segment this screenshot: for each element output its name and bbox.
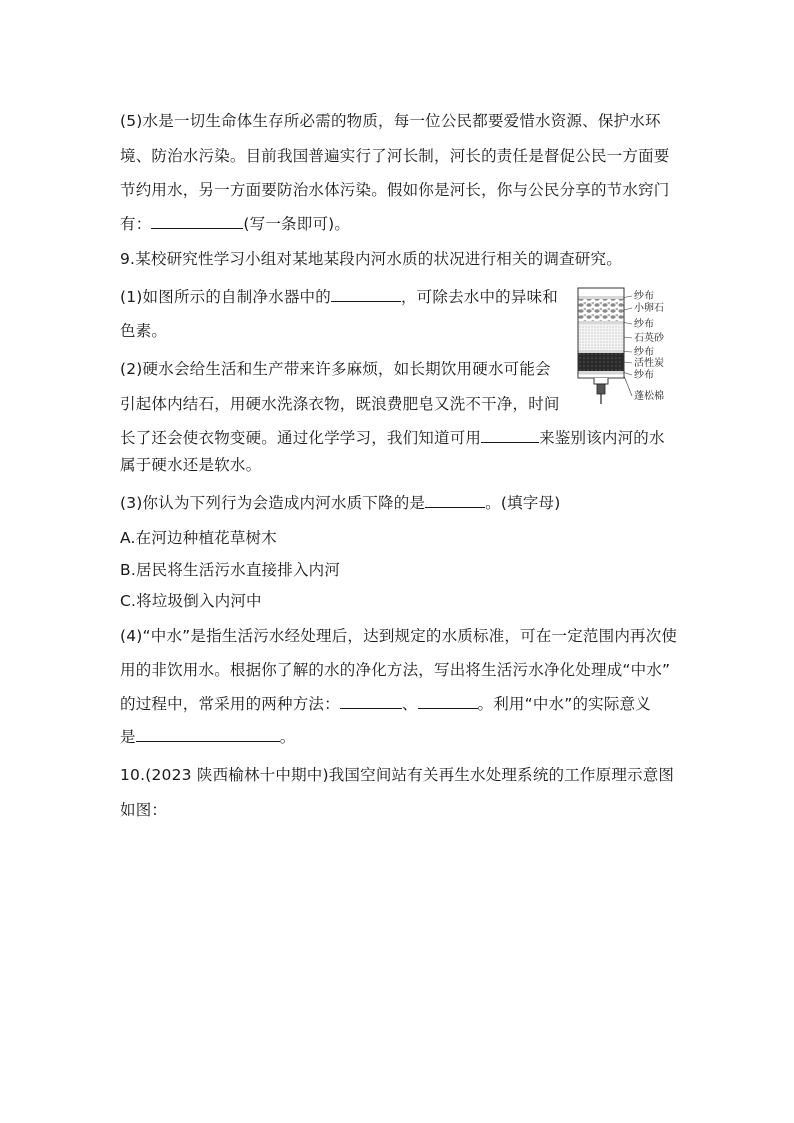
label-cotton: 蓬松棉	[634, 391, 664, 402]
q9-part4-line-3-suffix: 。利用“中水”的实际意义	[477, 695, 651, 713]
answer-blank-water-saving-tip[interactable]	[151, 214, 243, 229]
label-pebbles: 小卵石	[634, 303, 664, 314]
label-activated-carbon: 活性炭	[634, 358, 664, 369]
q9-part1-suffix: ，可除去水中的异味和	[400, 288, 558, 306]
activated-carbon-layer	[579, 353, 624, 371]
part5-line-4-suffix: (写一条即可)。	[243, 215, 351, 233]
pebble-layer	[579, 299, 624, 321]
outlet-plug	[597, 384, 605, 394]
label-gauze-2: 纱布	[634, 319, 654, 330]
quartz-sand-layer	[579, 324, 624, 350]
q9-part4-line-3-sep: 、	[401, 695, 418, 713]
label-leader-lines	[624, 296, 632, 396]
part5-line-4	[120, 214, 350, 234]
part5-line-1: (5)水是一切生命体生存所必需的物质，每一位公民都要爱惜水资源、保护水环	[120, 112, 661, 130]
gauze-layer-3	[579, 350, 624, 353]
q9-part4-line-4-suffix: 。	[279, 728, 296, 746]
q9-part4-line-3-prefix: 的过程中，常采用的两种方法：	[120, 695, 340, 713]
q9-part2-line-1: (2)硬水会给生活和生产带来许多麻烦，如长期饮用硬水可能会	[120, 360, 551, 378]
gauze-layer-1	[579, 296, 624, 299]
q9-part3-prefix: (3)你认为下列行为会造成内河水质下降的是	[120, 494, 426, 512]
q9-part1-prefix: (1)如图所示的自制净水器中的	[120, 288, 331, 306]
part5-line-3: 节约用水，另一方面要防治水体污染。假如你是河长，你与公民分享的节水窍门	[120, 181, 670, 199]
q9-part4-line-4	[120, 727, 295, 747]
q9-option-b: B.居民将生活污水直接排入内河	[120, 561, 341, 579]
q10-line-2: 如图：	[120, 801, 168, 819]
answer-blank-filter-layer[interactable]	[331, 287, 401, 302]
gauze-layer-2	[579, 321, 624, 324]
q9-part2-line-3-prefix: 长了还会使衣物变硬。通过化学学习，我们知道可用	[120, 429, 482, 447]
answer-blank-method-1[interactable]	[340, 694, 402, 709]
cotton-layer	[579, 374, 624, 378]
q9-part4-line-1: (4)“中水”是指生活污水经处理后，达到规定的水质标准，可在一定范围内再次使	[120, 627, 678, 645]
q9-option-a: A.在河边种植花草树木	[120, 529, 277, 547]
water-filter-diagram	[570, 284, 690, 414]
answer-blank-method-2[interactable]	[418, 694, 478, 709]
part5-line-4-prefix: 有：	[120, 215, 152, 233]
q9-part2-line-3	[120, 428, 665, 448]
answer-blank-significance[interactable]	[136, 727, 280, 742]
label-gauze-3: 纱布	[634, 347, 654, 358]
q9-part4-line-4-prefix: 是	[120, 728, 136, 746]
outlet-neck	[594, 378, 608, 384]
gauze-layer-4	[579, 371, 624, 374]
q9-part2-line-4: 属于硬水还是软水。	[120, 456, 262, 474]
label-gauze-1: 纱布	[634, 291, 654, 302]
q9-intro: 9.某校研究性学习小组对某地某段内河水质的状况进行相关的调查研究。	[120, 250, 622, 268]
q9-part2-line-3-suffix: 来鉴别该内河的水	[539, 429, 665, 447]
q9-part2-line-2: 引起体内结石，用硬水洗涤衣物，既浪费肥皂又洗不干净，时间	[120, 395, 560, 413]
answer-blank-pollution-choice[interactable]	[425, 493, 485, 508]
q9-part3-suffix: 。(填字母)	[485, 494, 561, 512]
q9-part4-line-2: 用的非饮用水。根据你了解的水的净化方法，写出将生活污水净化处理成“中水”	[120, 661, 671, 679]
q10-line-1: 10.(2023 陕西榆林十中期中)我国空间站有关再生水处理系统的工作原理示意图	[120, 766, 675, 784]
label-quartz-sand: 石英砂	[634, 333, 664, 344]
q9-option-c: C.将垃圾倒入内河中	[120, 592, 262, 610]
q9-part3	[120, 493, 560, 513]
q9-part1-line-2: 色素。	[120, 322, 168, 340]
label-gauze-4: 纱布	[634, 370, 654, 381]
answer-blank-hardness-test[interactable]	[481, 428, 539, 443]
q9-part1-line-1	[120, 287, 558, 307]
q9-part4-line-3	[120, 694, 651, 714]
part5-line-2: 境、防治水污染。目前我国普遍实行了河长制，河长的责任是督促公民一方面要	[120, 147, 670, 165]
